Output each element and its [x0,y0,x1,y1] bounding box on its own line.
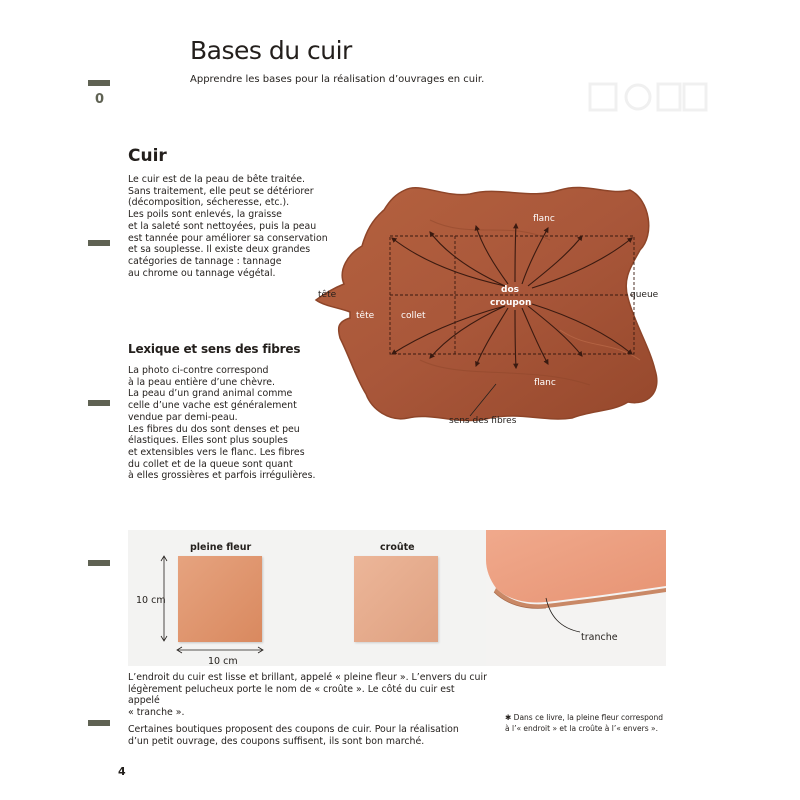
background-watermark [588,80,708,121]
label-croute: croûte [380,542,415,553]
label-tete-inner: tête [356,311,375,321]
section-heading-lexique: Lexique et sens des fibres [128,342,301,356]
label-queue: queue [630,290,659,300]
side-tab-marker [88,80,110,86]
label-collet: collet [401,311,426,321]
swatch-croute [354,556,438,642]
chapter-marker: 0 [95,92,105,107]
side-tab-marker [88,400,110,406]
label-dos: dos [501,285,519,295]
section-heading-cuir: Cuir [128,146,167,166]
label-sens-des-fibres: sens des fibres [449,416,517,426]
page-number: 4 [118,765,126,778]
side-tab-marker [88,240,110,246]
side-tab-marker [88,560,110,566]
label-pleine-fleur: pleine fleur [190,542,252,553]
section-text-lexique: La photo ci-contre correspond à la peau entière d’une chèvre. La peau d’un grand animal comme celle d’une vache est généralement vendue par demi-peau. Les fibres du dos sont denses et peu élastiques. Elles sont plus souples et extensibles vers le flanc. Les fibres du collet et de la queue sont quant à elles grossières et parfois irrégulières. [128,365,316,482]
description-paragraph-2: Certaines boutiques proposent des coupons de cuir. Pour la réalisation d’un petit ouvrage, des coupons suffisent, ils sont bon marché. [128,724,459,747]
label-tete-outer: tête [318,290,337,300]
description-paragraph-1: L’endroit du cuir est lisse et brillant, appelé « pleine fleur ». L’envers du cuir légèrement pelucheux porte le nom de « croûte ». Le côté du cuir est appelé « tranche ». [128,672,487,719]
fiber-pointer-line [462,380,502,418]
side-tab-marker [88,720,110,726]
label-flanc-top: flanc [533,214,555,224]
label-tranche: tranche [581,632,618,643]
section-text-cuir: Le cuir est de la peau de bête traitée. Sans traitement, elle peut se détériorer (décomposition, sécheresse, etc.). Les poils sont enlevés, la graisse et la saleté sont nettoyées, puis la peau est tannée pour améliorer sa conservation et sa souplesse. Il existe deux grandes catégories de tannage : tannage au chrome ou tannage végétal. [128,174,328,279]
footnote: ✱ Dans ce livre, la pleine fleur correspond à l’« endroit » et la croûte à l’« envers ». [505,713,663,733]
page-subtitle: Apprendre les bases pour la réalisation d’ouvrages en cuir. [190,74,485,85]
dimension-width-line [176,644,268,656]
page-title: Bases du cuir [190,36,352,65]
dimension-width: 10 cm [208,656,238,667]
label-flanc-bottom: flanc [534,378,556,388]
dimension-height: 10 cm [136,595,166,606]
label-croupon: croupon [490,298,532,308]
edge-pointer-line [540,596,610,636]
